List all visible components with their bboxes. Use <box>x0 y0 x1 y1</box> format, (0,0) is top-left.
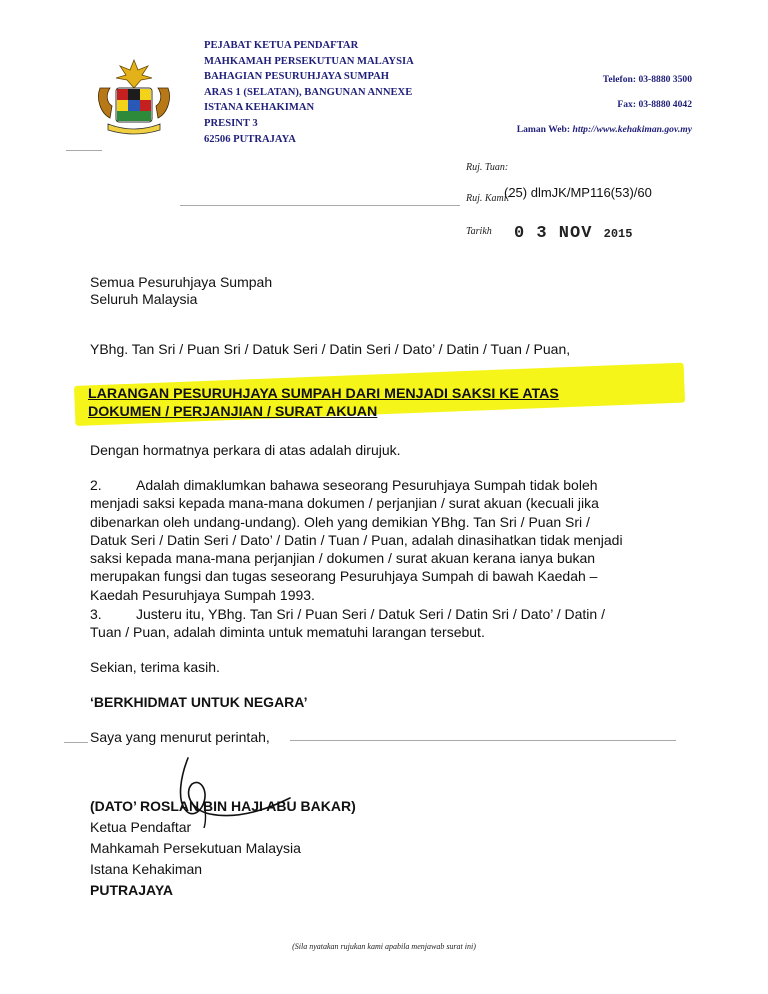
paragraph-line: menjadi saksi kepada mana-mana dokumen / perjanjian / surat akuan (kecuali jika <box>90 495 599 512</box>
address-line: MAHKAMAH PERSEKUTUAN MALAYSIA <box>204 55 414 67</box>
footer-note: (Sila nyatakan rujukan kami apabila menjawab surat ini) <box>292 942 476 951</box>
paragraph-3 <box>90 605 676 642</box>
subject-line-2: DOKUMEN / PERJANJIAN / SURAT AKUAN <box>88 404 378 420</box>
paragraph-3-number: 3. <box>90 606 102 622</box>
ruj-kami-value: (25) dlmJK/MP116(53)/60 <box>504 185 652 200</box>
paragraph-line: saksi kepada mana-mana perjanjian / dokumen / surat akuan kerana ianya bukan <box>90 550 596 567</box>
subject-heading <box>88 385 559 421</box>
address-line: 62506 PUTRAJAYA <box>204 133 296 145</box>
paragraph-2 <box>90 476 676 604</box>
office-address-block <box>204 38 414 147</box>
website-row <box>517 124 692 135</box>
website-url[interactable]: http://www.kehakiman.gov.my <box>572 124 692 135</box>
telefon-label: Telefon: <box>602 74 637 85</box>
signatory-place: Istana Kehakiman <box>90 861 203 877</box>
date-stamp <box>514 224 632 243</box>
fax-label: Fax: <box>617 99 637 110</box>
paragraph-line: dibenarkan oleh undang-undang). Oleh yang demikian YBhg. Tan Sri / Puan Sri / <box>90 513 590 530</box>
signatory-city: PUTRAJAYA <box>90 882 173 898</box>
address-line: BAHAGIAN PESURUHJAYA SUMPAH <box>204 71 390 83</box>
telefon-row <box>603 74 692 85</box>
signatory-block <box>90 796 356 901</box>
paragraph-line: Justeru itu, YBhg. Tan Sri / Puan Seri / Datuk Seri / Datin Sri / Dato’ / Datin / <box>136 606 605 622</box>
address-line: PEJABAT KETUA PENDAFTAR <box>204 40 359 51</box>
fax-number: 03-8880 4042 <box>638 99 692 110</box>
signatory-title: Ketua Pendaftar <box>90 819 192 835</box>
paragraph-2-number: 2. <box>90 477 102 493</box>
tarikh-label: Tarikh <box>466 226 492 237</box>
date-year: 2015 <box>603 227 633 241</box>
address-line: PRESINT 3 <box>204 117 258 129</box>
paragraph-line: Datuk Seri / Datin Seri / Dato’ / Datin / Tuan / Puan, adalah dinasihatkan tidak menjadi <box>90 531 623 548</box>
date-day-month: 0 3 NOV <box>514 224 593 243</box>
sign-off: Saya yang menurut perintah, <box>90 729 270 745</box>
recipient-line-1: Semua Pesuruhjaya Sumpah <box>90 274 273 290</box>
address-line: ISTANA KEHAKIMAN <box>204 102 315 114</box>
intro-text: Dengan hormatnya perkara di atas adalah dirujuk. <box>90 442 401 458</box>
signatory-org: Mahkamah Persekutuan Malaysia <box>90 840 301 856</box>
fax-row <box>617 99 692 110</box>
divider-line <box>180 205 460 206</box>
divider-line <box>66 150 102 151</box>
paragraph-line: Tuan / Puan, adalah diminta untuk mematuhi larangan tersebut. <box>90 624 485 641</box>
paragraph-line: merupakan fungsi dan tugas seseorang Pesuruhjaya Sumpah di bawah Kaedah – <box>90 568 598 585</box>
closing-text: Sekian, terima kasih. <box>90 659 220 675</box>
signatory-name: (DATO’ ROSLAN BIN HAJI ABU BAKAR) <box>90 798 356 814</box>
ruj-tuan-label: Ruj. Tuan: <box>466 162 509 173</box>
divider-line <box>290 740 676 741</box>
ruj-kami-label: Ruj. Kami: <box>466 193 510 204</box>
paragraph-line: Kaedah Pesuruhjaya Sumpah 1993. <box>90 586 315 603</box>
coat-of-arms-emblem <box>94 58 174 136</box>
motto: ‘BERKHIDMAT UNTUK NEGARA’ <box>90 694 308 710</box>
telefon-number: 03-8880 3500 <box>638 74 692 85</box>
divider-line <box>64 742 88 743</box>
subject-line-1: LARANGAN PESURUHJAYA SUMPAH DARI MENJADI SAKSI KE ATAS <box>88 386 559 402</box>
recipient-line-2: Seluruh Malaysia <box>90 291 198 307</box>
website-label: Laman Web: <box>516 124 571 135</box>
address-line: ARAS 1 (SELATAN), BANGUNAN ANNEXE <box>204 86 413 98</box>
salutation: YBhg. Tan Sri / Puan Sri / Datuk Seri / Datin Seri / Dato’ / Datin / Tuan / Puan, <box>90 341 571 357</box>
paragraph-line: Adalah dimaklumkan bahawa seseorang Pesuruhjaya Sumpah tidak boleh <box>136 477 598 493</box>
